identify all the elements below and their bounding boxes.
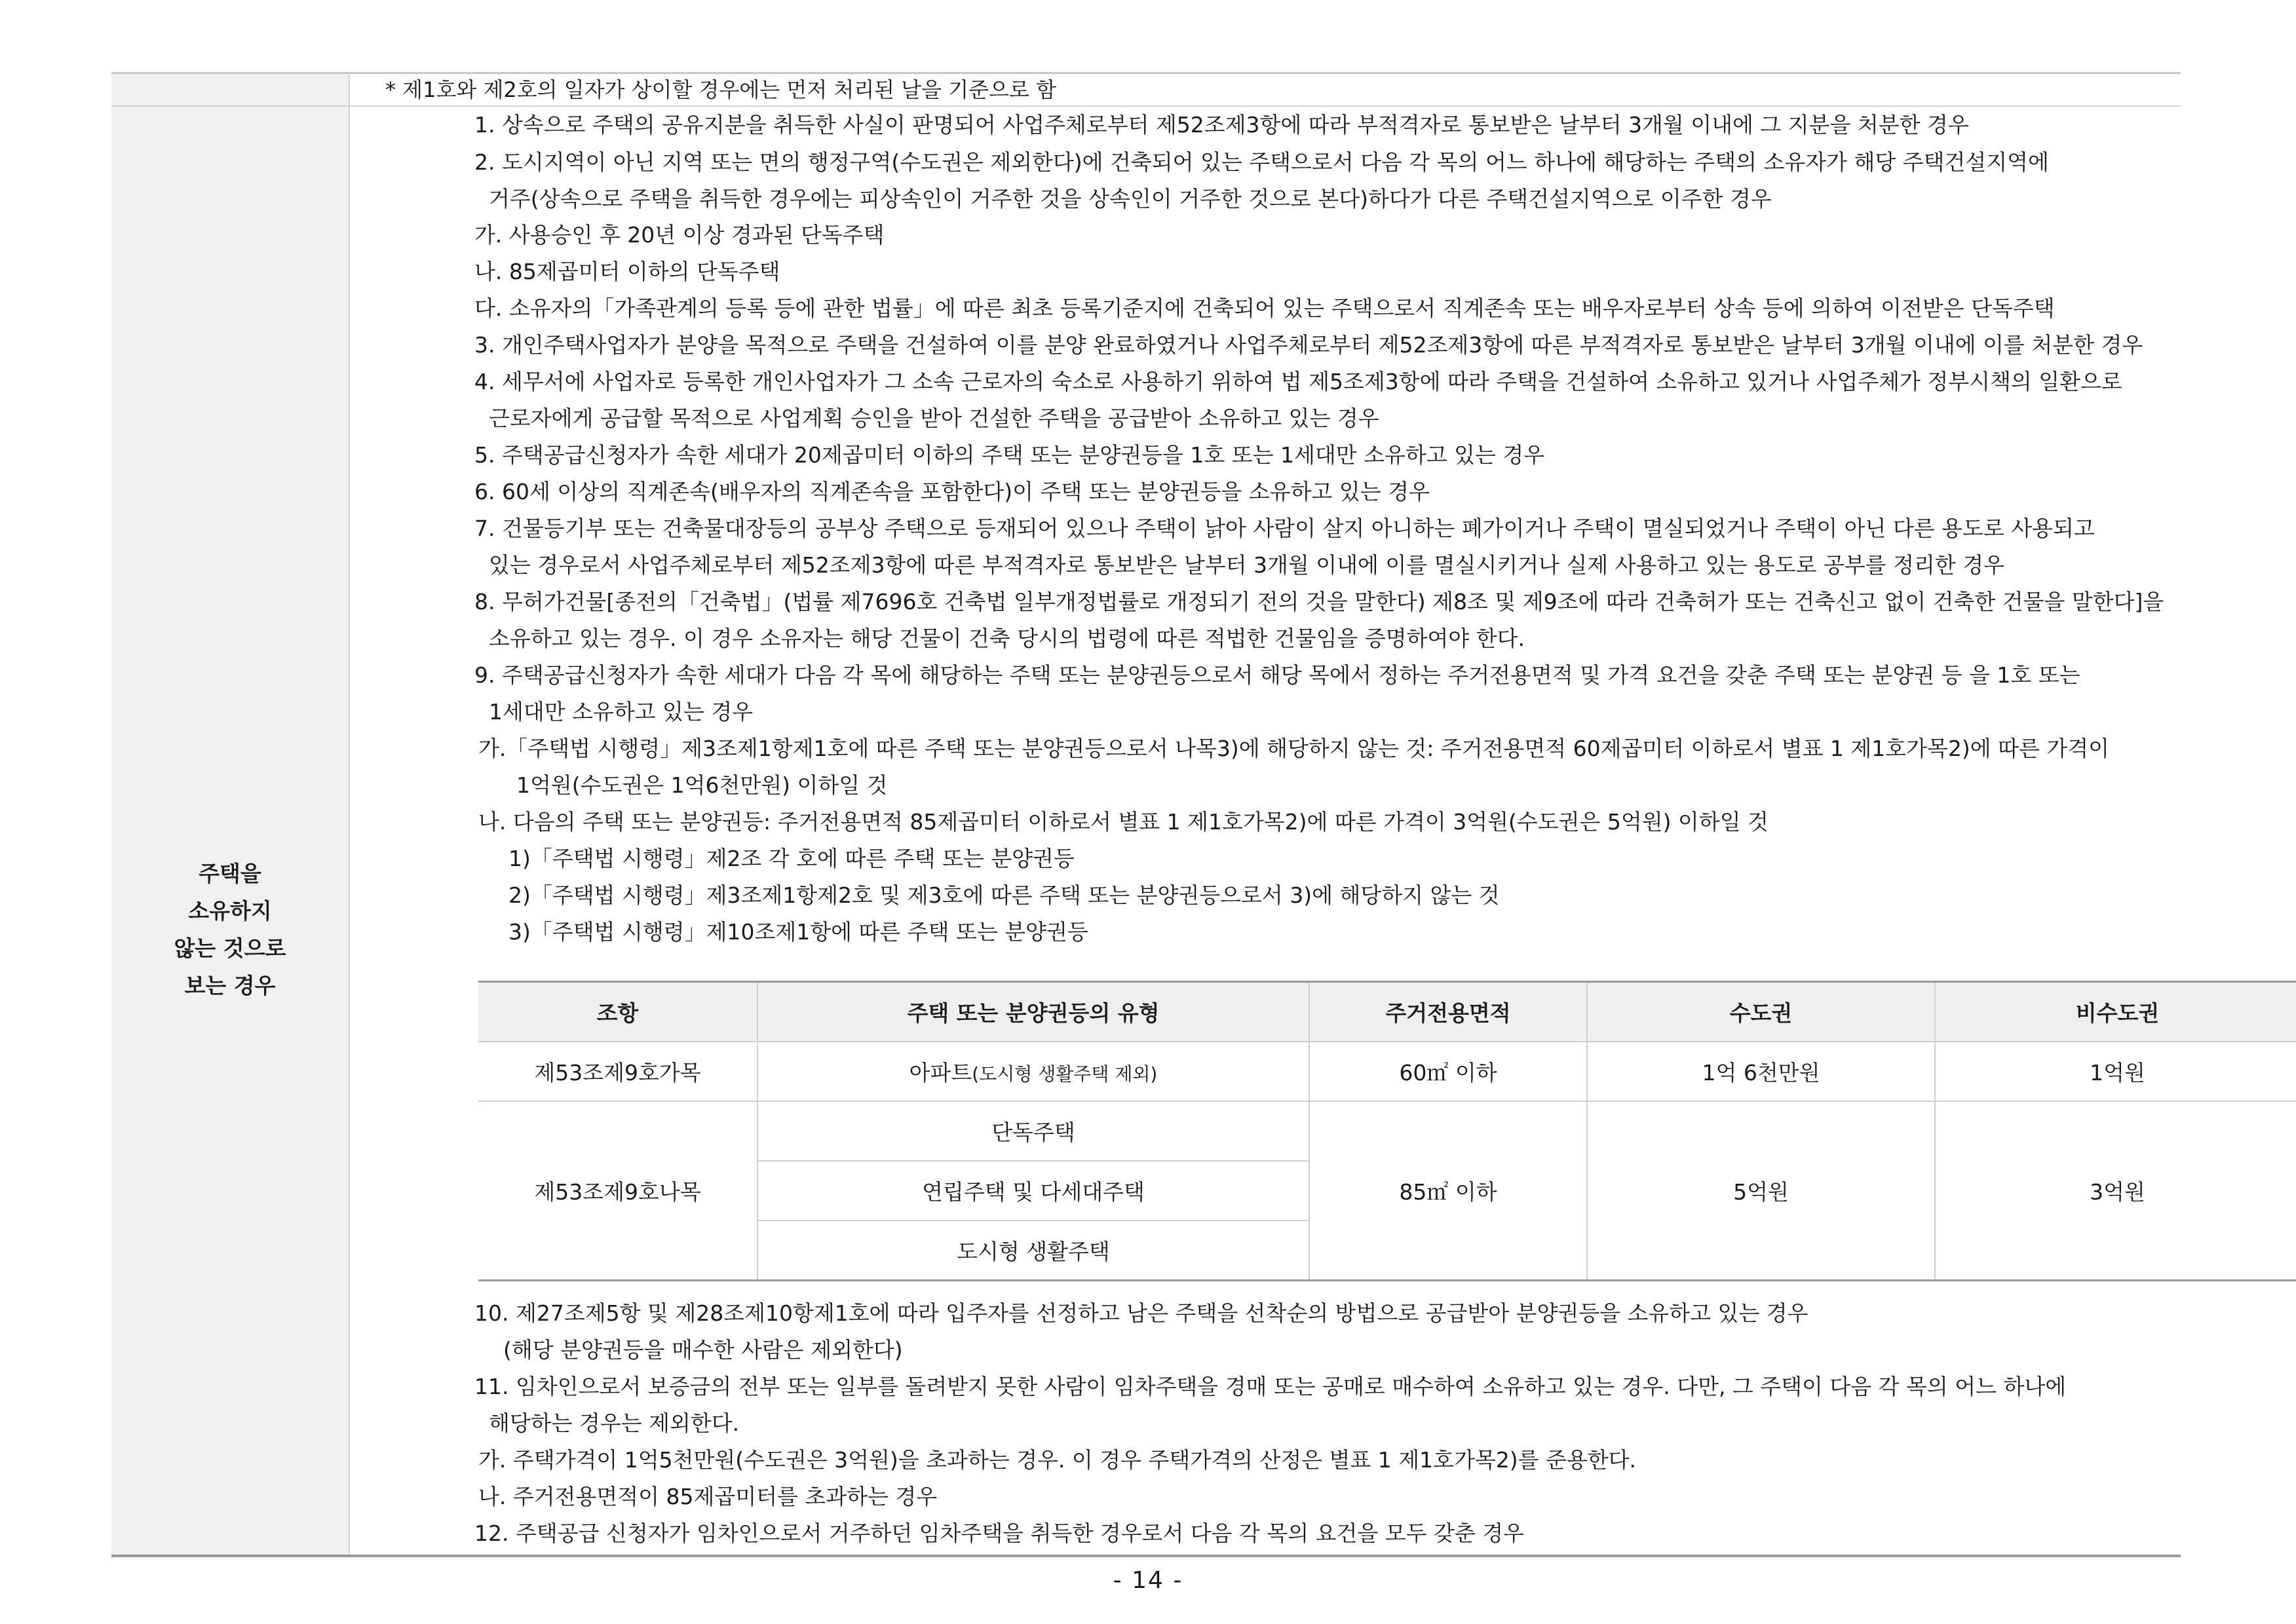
label-line: 소유하지 xyxy=(188,898,272,924)
cell-type xyxy=(757,1042,1309,1101)
header-area: 주거전용면적 xyxy=(1309,982,1587,1042)
note-row-label-cell xyxy=(111,74,350,105)
label-line: 주택을 xyxy=(199,861,261,886)
cell-noncapital: 3억원 xyxy=(1935,1101,2296,1281)
clause-2-cont: 거주(상속으로 주택을 취득한 경우에는 피상속인이 거주한 것을 상속인이 거주한 것으로 본다)하다가 다른 주택건설지역으로 이주한 경우 xyxy=(489,186,1772,212)
cell-area: 85㎡ 이하 xyxy=(1309,1101,1587,1281)
clause-5: 5. 주택공급신청자가 속한 세대가 20제곱미터 이하의 주택 또는 분양권등을 1호 또는 1세대만 소유하고 있는 경우 xyxy=(474,442,1545,468)
category-label-cell xyxy=(111,107,350,1555)
clause-9-ga-cont: 1억원(수도권은 1억6천만원) 이하일 것 xyxy=(516,772,888,798)
clause-11-ga: 가. 주택가격이 1억5천만원(수도권은 3억원)을 초과하는 경우. 이 경우 주택가격의 산정은 별표 1 제1호가목2)를 준용한다. xyxy=(478,1447,1636,1473)
clause-7-cont: 있는 경우로서 사업주체로부터 제52조제3항에 따른 부적격자로 통보받은 날부터 3개월 이내에 이를 멸실시키거나 실제 사용하고 있는 용도로 공부를 정리한 경우 xyxy=(489,552,2004,578)
type-sub: (도시형 생활주택 제외) xyxy=(972,1063,1158,1085)
table-row xyxy=(478,1042,2296,1101)
clause-8-cont: 소유하고 있는 경우. 이 경우 소유자는 해당 건물이 건축 당시의 법령에 따른 적법한 건물임을 증명하여야 한다. xyxy=(489,626,1525,651)
clause-9-cont: 1세대만 소유하고 있는 경우 xyxy=(489,699,754,725)
clause-11-cont: 해당하는 경우는 제외한다. xyxy=(489,1410,740,1436)
clause-9: 9. 주택공급신청자가 속한 세대가 다음 각 목에 해당하는 주택 또는 분양권등으로서 해당 목에서 정하는 주거전용면적 및 가격 요건을 갖춘 주택 또는 분양권 등 을 1호 또는 xyxy=(474,662,2080,688)
header-type: 주택 또는 분양권등의 유형 xyxy=(757,982,1309,1042)
label-line: 보는 경우 xyxy=(184,973,276,998)
clause-9-na-1: 1)「주택법 시행령」제2조 각 호에 따른 주택 또는 분양권등 xyxy=(508,846,1075,871)
header-capital: 수도권 xyxy=(1587,982,1935,1042)
clause-3: 3. 개인주택사업자가 분양을 목적으로 주택을 건설하여 이를 분양 완료하였거나 사업주체로부터 제52조제3항에 따른 부적격자로 통보받은 날부터 3개월 이내에 이를 처분한 경우 xyxy=(474,332,2143,358)
cell-type: 연립주택 및 다세대주택 xyxy=(757,1161,1309,1220)
label-line: 않는 것으로 xyxy=(174,935,286,961)
clause-2: 2. 도시지역이 아닌 지역 또는 면의 행정구역(수도권은 제외한다)에 건축되어 있는 주택으로서 다음 각 목의 어느 하나에 해당하는 주택의 소유자가 해당 주택건설지역에 xyxy=(474,149,2049,175)
clause-7: 7. 건물등기부 또는 건축물대장등의 공부상 주택으로 등재되어 있으나 주택이 낡아 사람이 살지 아니하는 폐가이거나 주택이 멸실되었거나 주택이 아닌 다른 용도로 사용되고 xyxy=(474,516,2095,541)
clause-9-na: 나. 다음의 주택 또는 분양권등: 주거전용면적 85제곱미터 이하로서 별표 1 제1호가목2)에 따른 가격이 3억원(수도권은 5억원) 이하일 것 xyxy=(478,809,1769,835)
clause-4-cont: 근로자에게 공급할 목적으로 사업계획 승인을 받아 건설한 주택을 공급받아 소유하고 있는 경우 xyxy=(489,406,1379,431)
clause-6: 6. 60세 이상의 직계존속(배우자의 직계존속을 포함한다)이 주택 또는 분양권등을 소유하고 있는 경우 xyxy=(474,479,1430,504)
clause-9-na-2: 2)「주택법 시행령」제3조제1항제2호 및 제3호에 따른 주택 또는 분양권등으로서 3)에 해당하지 않는 것 xyxy=(508,882,1500,908)
clause-11: 11. 임차인으로서 보증금의 전부 또는 일부를 돌려받지 못한 사람이 임차주택을 경매 또는 공매로 매수하여 소유하고 있는 경우. 다만, 그 주택이 다음 각 목의 어느 하나에 xyxy=(474,1374,2067,1399)
header-noncapital: 비수도권 xyxy=(1935,982,2296,1042)
cell-type: 도시형 생활주택 xyxy=(757,1220,1309,1281)
cell-capital: 5억원 xyxy=(1587,1101,1935,1281)
note-row xyxy=(111,72,2181,107)
clause-2-ga: 가. 사용승인 후 20년 이상 경과된 단독주택 xyxy=(474,222,885,248)
category-label xyxy=(111,855,349,1004)
cell-capital: 1억 6천만원 xyxy=(1587,1042,1935,1101)
clause-2-da: 다. 소유자의「가족관계의 등록 등에 관한 법률」에 따른 최초 등록기준지에 건축되어 있는 주택으로서 직계존속 또는 배우자로부터 상속 등에 의하여 이전받은 단독주택 xyxy=(474,295,2055,321)
clause-10-cont: (해당 분양권등을 매수한 사람은 제외한다) xyxy=(503,1337,903,1363)
cell-clause: 제53조제9호나목 xyxy=(478,1101,757,1281)
main-row xyxy=(111,107,2181,1557)
cell-type: 단독주택 xyxy=(757,1101,1309,1161)
header-clause: 조항 xyxy=(478,982,757,1042)
clause-2-na: 나. 85제곱미터 이하의 단독주택 xyxy=(474,259,780,284)
clause-9-ga: 가.「주택법 시행령」제3조제1항제1호에 따른 주택 또는 분양권등으로서 나목3)에 해당하지 않는 것: 주거전용면적 60제곱미터 이하로서 별표 1 제1호가목2)에 따른 가격이 xyxy=(478,736,2109,761)
table-row xyxy=(478,1101,2296,1161)
clause-8: 8. 무허가건물[종전의「건축법」(법률 제7696호 건축법 일부개정법률로 개정되기 전의 것을 말한다) 제8조 및 제9조에 따라 건축허가 또는 건축신고 없이 건축한 건물을 말한다]을 xyxy=(474,589,2164,614)
cell-area: 60㎡ 이하 xyxy=(1309,1042,1587,1101)
type-main: 아파트 xyxy=(909,1060,972,1086)
price-area-table xyxy=(478,981,2296,1281)
clause-10: 10. 제27조제5항 및 제28조제10항제1호에 따라 입주자를 선정하고 남은 주택을 선착순의 방법으로 공급받아 분양권등을 소유하고 있는 경우 xyxy=(474,1300,1808,1326)
clause-12: 12. 주택공급 신청자가 임차인으로서 거주하던 임차주택을 취득한 경우로서 다음 각 목의 요건을 모두 갖춘 경우 xyxy=(474,1520,1524,1546)
cell-clause: 제53조제9호가목 xyxy=(478,1042,757,1101)
document-table xyxy=(111,72,2181,1557)
clause-4: 4. 세무서에 사업자로 등록한 개인사업자가 그 소속 근로자의 숙소로 사용하기 위하여 법 제5조제3항에 따라 주택을 건설하여 소유하고 있거나 사업주체가 정부시책의 일환으로 xyxy=(474,369,2122,394)
clause-11-na: 나. 주거전용면적이 85제곱미터를 초과하는 경우 xyxy=(478,1484,938,1509)
cell-noncapital: 1억원 xyxy=(1935,1042,2296,1101)
note-text: * 제1호와 제2호의 일자가 상이할 경우에는 먼저 처리된 날을 기준으로 함 xyxy=(385,77,1056,102)
page-number: - 14 - xyxy=(1113,1567,1183,1594)
clause-9-na-3: 3)「주택법 시행령」제10조제1항에 따른 주택 또는 분양권등 xyxy=(508,919,1088,945)
clause-1: 1. 상속으로 주택의 공유지분을 취득한 사실이 판명되어 사업주체로부터 제52조제3항에 따라 부적격자로 통보받은 날부터 3개월 이내에 그 지분을 처분한 경우 xyxy=(474,112,1969,138)
